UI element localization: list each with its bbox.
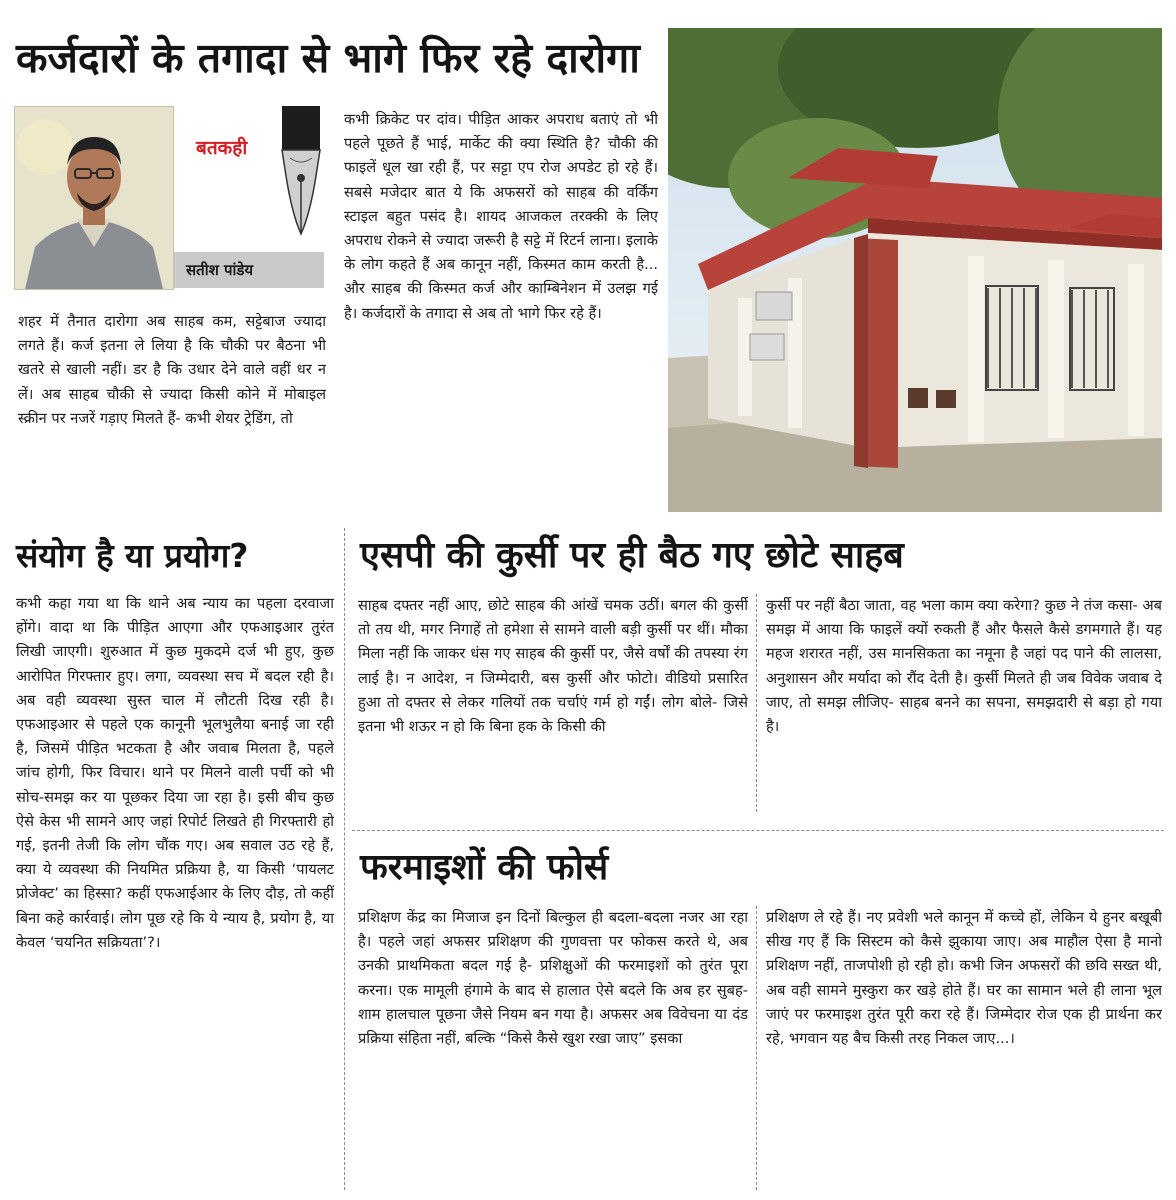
- section-divider: [352, 830, 1164, 831]
- story4-column-2: प्रशिक्षण ले रहे हैं। नए प्रवेशी भले कानून में कच्चे हों, लेकिन ये हुनर बखूबी सीख गए हैं कि सिस्टम को कैसे झुकाया जाए। अब माहौल ऐसा है मानो प्रशिक्षण नहीं, ताजपोशी हो रही हो। कभी जिन अफसरों की छवि सख्त थी, अब वही सामने मुस्कुरा कर खड़े होते हैं। घर का सामान भले ही लाना भूल जाएं पर फरमाइश तुरंत पूरी करा रहे हैं। जिम्मेदार रोज एक ही प्रार्थना कर रहे, भगवान यह बैच किसी तरह निकल जाए...।: [766, 909, 1162, 1048]
- headline-story4: फरमाइशों की फोर्स: [360, 847, 609, 888]
- headline-story2: संयोग है या प्रयोग?: [16, 536, 249, 575]
- story3-column-1: साहब दफ्तर नहीं आए, छोटे साहब की आंखें चमक उठीं। बगल की कुर्सी तो तय थी, मगर निगाहें तो हमेशा से सामने वाली बड़ी कुर्सी पर थीं। मौका मिला नहीं कि जाकर धंस गए साहब की कुर्सी पर, जैसे वर्षों की तपस्या रंग लाई है। न आदेश, न जिम्मेदारी, बस कुर्सी और फोटो। वीडियो प्रसारित हुआ तो दफ्तर से लेकर गलियों तक चर्चाएं गर्म हो गईं। लोग बोले- जिसे इतना भी शऊर न हो कि बिना हक के किसी की: [358, 597, 748, 736]
- pen-nib-icon: [276, 106, 326, 240]
- story4-column-1: प्रशिक्षण केंद्र का मिजाज इन दिनों बिल्कुल ही बदला-बदला नजर आ रहा है। पहले जहां अफसर प्रशिक्षण की गुणवत्ता पर फोकस करते थे, अब उनकी प्राथमिकता बदल गई है- प्रशिक्षुओं की फरमाइशों को तुरंत पूरा करना। एक मामूली हंगामे के बाद से हालात ऐसे बदले कि अब हर सुबह-शाम हालचाल पूछना जैसे नियम बन गया है। अफसर अब विवेचना या दंड प्रक्रिया संहिता नहीं, बल्कि “किसे कैसे खुश रखा जाए” इसका: [358, 909, 748, 1048]
- story2-body: कभी कहा गया था कि थाने अब न्याय का पहला दरवाजा होंगे। वादा था कि पीड़ित आएगा और एफआइआर तुरंत लिखी जाएगी। शुरुआत में कुछ मुकदमे दर्ज भी हुए, कुछ आरोपित गिरफ्तार हुए। लगा, व्यवस्था सच में बदल रही है। अब वही व्यवस्था सुस्त चाल में लौटती दिख रही है। एफआइआर से पहले एक कानूनी भूलभुलैया बनाई जा रही है, जिसमें पीड़ित भटकता है और जवाब मिलता है, पहले जांच होगी, फिर विचार। थाने पर मिलने वाली पर्ची को भी सोच-समझ कर या पूछकर दिया जा रहा है। इसी बीच कुछ ऐसे केस भी सामने आए जहां रिपोर्ट लिखते ही गिरफ्तारी हो गई, इतनी तेजी कि लोग चौंक गए। अब सवाल उठ रहे हैं, क्या ये व्यवस्था की नियमित प्रक्रिया है, या किसी ‘पायलट प्रोजेक्ट’ का हिस्सा? कहीं एफआईआर के लिए दौड़, तो कहीं बिना कहे कार्रवाई। लोग पूछ रहे कि ये न्याय है, प्रयोग है, या केवल ‘चयनित सक्रियता’?।: [16, 595, 334, 951]
- police-station-photo: [668, 28, 1162, 512]
- headline-story1: कर्जदारों के तगादा से भागे फिर रहे दारोगा: [16, 34, 640, 82]
- column-divider-story3: [756, 594, 757, 812]
- author-name: सतीश पांडेय: [186, 261, 254, 279]
- author-portrait-svg: [15, 107, 173, 289]
- story1-column-2: कभी क्रिकेट पर दांव। पीड़ित आकर अपराध बताएं तो भी पहले पूछते हैं भाई, मार्केट की क्या स्थिति है? चौकी की फाइलें धूल खा रही हैं, पर सट्टा एप रोज अपडेट हो रहे हैं। सबसे मजेदार बात ये कि अफसरों को साहब की वर्किंग स्टाइल बहुत पसंद है। शायद आजकल तरक्की के लिए अपराध रोकने से ज्यादा जरूरी है सट्टे में रिटर्न लाना। इलाके के लोग कहते हैं अब कानून नहीं, किस्मत काम करती है... और साहब की किस्मत कर्ज और काम्बिनेशन में उलझ गई है। कर्जदारों के तगादा से अब तो भागे फिर रहे हैं।: [344, 111, 658, 322]
- byline-bar: [174, 252, 324, 288]
- author-portrait: [14, 106, 174, 290]
- column-divider-left: [344, 528, 345, 1190]
- headline-story3: एसपी की कुर्सी पर ही बैठ गए छोटे साहब: [360, 535, 904, 576]
- column-divider-story4: [756, 906, 757, 1190]
- author-block: [14, 106, 326, 290]
- story1-column-1: शहर में तैनात दारोगा अब साहब कम, सट्टेबाज ज्यादा लगते हैं। कर्ज इतना ले लिया है कि चौकी पर बैठना भी खतरे से खाली नहीं। डर है कि उधार देने वाले वहीं धर न लें। अब साहब चौकी से ज्यादा किसी कोने में मोबाइल स्क्रीन पर नजरें गड़ाए मिलते हैं- कभी शेयर ट्रेडिंग, तो: [18, 313, 326, 427]
- story3-column-2: कुर्सी पर नहीं बैठा जाता, वह भला काम क्या करेगा? कुछ ने तंज कसा- अब समझ में आया कि फाइलें क्यों रुकती हैं और फैसले कैसे डगमगाते हैं। यह महज शरारत नहीं, उस मानसिकता का नमूना है जहां पद पाने की लालसा, अनुशासन और मर्यादा को रौंद देती है। कुर्सी मिलते ही जब विवेक जवाब दे जाए, तो समझ लीजिए- साहब बनने का सपना, समझदारी से बड़ा हो गया है।: [766, 597, 1162, 736]
- column-tag: बतकही: [196, 137, 248, 159]
